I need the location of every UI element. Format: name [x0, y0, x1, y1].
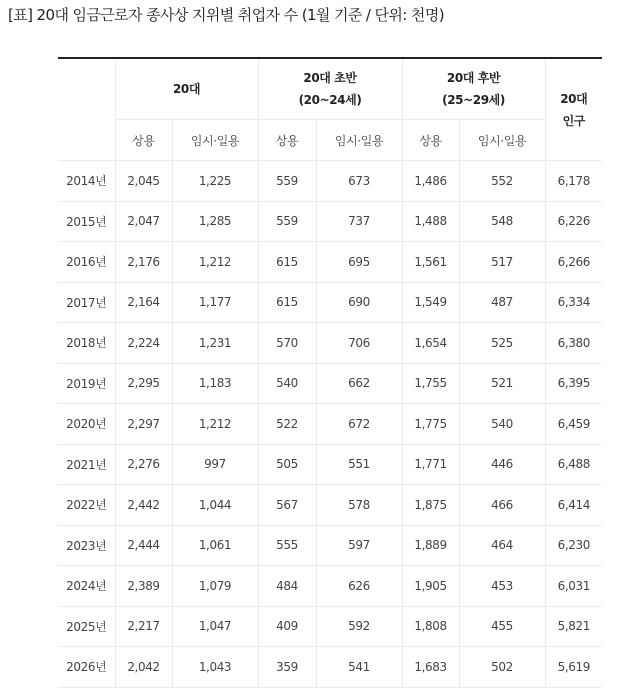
value-cell: 673	[316, 161, 402, 202]
value-cell: 455	[459, 606, 545, 647]
value-cell: 1,889	[402, 525, 459, 566]
value-cell: 525	[459, 323, 545, 364]
year-cell: 2019년	[58, 363, 115, 404]
header-20s-population: 20대 인구	[545, 58, 602, 161]
population-cell: 6,459	[545, 404, 602, 445]
value-cell: 1,047	[172, 606, 258, 647]
value-cell: 2,164	[115, 282, 172, 323]
value-cell: 1,212	[172, 242, 258, 283]
value-cell: 997	[172, 444, 258, 485]
value-cell: 1,771	[402, 444, 459, 485]
value-cell: 2,042	[115, 647, 172, 688]
value-cell: 540	[459, 404, 545, 445]
value-cell: 1,061	[172, 525, 258, 566]
header-group-sublabel: (25~29세)	[442, 93, 505, 107]
table-row	[58, 282, 602, 323]
population-cell: 6,414	[545, 485, 602, 526]
value-cell: 541	[316, 647, 402, 688]
value-cell: 2,176	[115, 242, 172, 283]
header-group-early-20s	[258, 58, 402, 120]
population-cell: 6,334	[545, 282, 602, 323]
value-cell: 592	[316, 606, 402, 647]
value-cell: 2,444	[115, 525, 172, 566]
value-cell: 555	[258, 525, 316, 566]
table-row	[58, 404, 602, 445]
value-cell: 540	[258, 363, 316, 404]
year-cell: 2018년	[58, 323, 115, 364]
value-cell: 505	[258, 444, 316, 485]
year-cell: 2020년	[58, 404, 115, 445]
table-row	[58, 606, 602, 647]
header-group-sublabel: (20~24세)	[298, 93, 362, 107]
header-group-20s	[115, 58, 258, 120]
value-cell: 2,389	[115, 566, 172, 607]
value-cell: 2,045	[115, 161, 172, 202]
table-row	[58, 363, 602, 404]
value-cell: 517	[459, 242, 545, 283]
value-cell: 1,044	[172, 485, 258, 526]
table-body	[58, 161, 602, 688]
table-row	[58, 242, 602, 283]
value-cell: 521	[459, 363, 545, 404]
value-cell: 1,654	[402, 323, 459, 364]
value-cell: 559	[258, 161, 316, 202]
population-cell: 6,230	[545, 525, 602, 566]
year-cell: 2025년	[58, 606, 115, 647]
value-cell: 1,212	[172, 404, 258, 445]
year-cell: 2024년	[58, 566, 115, 607]
value-cell: 1,905	[402, 566, 459, 607]
value-cell: 1,755	[402, 363, 459, 404]
population-cell: 5,619	[545, 647, 602, 688]
subheader-temp-daily: 임시·일용	[172, 120, 258, 161]
year-cell: 2015년	[58, 201, 115, 242]
value-cell: 409	[258, 606, 316, 647]
value-cell: 1,561	[402, 242, 459, 283]
year-cell: 2026년	[58, 647, 115, 688]
value-cell: 1,225	[172, 161, 258, 202]
header-group-label: 20대 초반	[303, 71, 357, 85]
value-cell: 502	[459, 647, 545, 688]
value-cell: 626	[316, 566, 402, 607]
value-cell: 487	[459, 282, 545, 323]
value-cell: 446	[459, 444, 545, 485]
table-row	[58, 201, 602, 242]
value-cell: 2,224	[115, 323, 172, 364]
value-cell: 453	[459, 566, 545, 607]
table-title: [표] 20대 임금근로자 종사상 지위별 취업자 수 (1월 기준 / 단위: 천명)	[8, 6, 444, 24]
header-year-blank	[58, 58, 115, 161]
population-cell: 6,395	[545, 363, 602, 404]
subheader-temp-daily: 임시·일용	[316, 120, 402, 161]
value-cell: 570	[258, 323, 316, 364]
value-cell: 1,177	[172, 282, 258, 323]
value-cell: 1,231	[172, 323, 258, 364]
value-cell: 559	[258, 201, 316, 242]
table-row	[58, 525, 602, 566]
subheader-temp-daily: 임시·일용	[459, 120, 545, 161]
table-row	[58, 161, 602, 202]
subheader-regular: 상용	[258, 120, 316, 161]
value-cell: 2,047	[115, 201, 172, 242]
year-cell: 2021년	[58, 444, 115, 485]
header-row-subcolumns	[58, 120, 602, 161]
header-row-groups	[58, 58, 602, 120]
subheader-regular: 상용	[115, 120, 172, 161]
value-cell: 2,295	[115, 363, 172, 404]
table-row	[58, 647, 602, 688]
header-group-label: 20대 후반	[446, 71, 501, 85]
subheader-regular: 상용	[402, 120, 459, 161]
population-cell: 6,266	[545, 242, 602, 283]
value-cell: 1,488	[402, 201, 459, 242]
value-cell: 2,217	[115, 606, 172, 647]
population-cell: 6,380	[545, 323, 602, 364]
value-cell: 1,875	[402, 485, 459, 526]
value-cell: 1,549	[402, 282, 459, 323]
value-cell: 706	[316, 323, 402, 364]
value-cell: 1,808	[402, 606, 459, 647]
value-cell: 1,683	[402, 647, 459, 688]
value-cell: 551	[316, 444, 402, 485]
value-cell: 464	[459, 525, 545, 566]
year-cell: 2014년	[58, 161, 115, 202]
table-row	[58, 444, 602, 485]
year-cell: 2022년	[58, 485, 115, 526]
value-cell: 578	[316, 485, 402, 526]
value-cell: 484	[258, 566, 316, 607]
value-cell: 1,079	[172, 566, 258, 607]
value-cell: 615	[258, 282, 316, 323]
value-cell: 615	[258, 242, 316, 283]
value-cell: 1,486	[402, 161, 459, 202]
population-cell: 5,821	[545, 606, 602, 647]
population-cell: 6,031	[545, 566, 602, 607]
header-group-late-20s	[402, 58, 545, 120]
population-cell: 6,226	[545, 201, 602, 242]
value-cell: 597	[316, 525, 402, 566]
value-cell: 1,285	[172, 201, 258, 242]
value-cell: 2,297	[115, 404, 172, 445]
header-group-label: 20대	[172, 82, 201, 96]
value-cell: 737	[316, 201, 402, 242]
value-cell: 2,276	[115, 444, 172, 485]
value-cell: 359	[258, 647, 316, 688]
value-cell: 2,442	[115, 485, 172, 526]
value-cell: 548	[459, 201, 545, 242]
value-cell: 672	[316, 404, 402, 445]
table-row	[58, 485, 602, 526]
table-row	[58, 566, 602, 607]
year-cell: 2023년	[58, 525, 115, 566]
population-cell: 6,488	[545, 444, 602, 485]
value-cell: 1,775	[402, 404, 459, 445]
value-cell: 466	[459, 485, 545, 526]
year-cell: 2016년	[58, 242, 115, 283]
value-cell: 1,183	[172, 363, 258, 404]
value-cell: 690	[316, 282, 402, 323]
population-cell: 6,178	[545, 161, 602, 202]
employment-table	[58, 57, 602, 688]
value-cell: 552	[459, 161, 545, 202]
value-cell: 567	[258, 485, 316, 526]
table-row	[58, 323, 602, 364]
value-cell: 1,043	[172, 647, 258, 688]
value-cell: 695	[316, 242, 402, 283]
year-cell: 2017년	[58, 282, 115, 323]
value-cell: 522	[258, 404, 316, 445]
value-cell: 662	[316, 363, 402, 404]
